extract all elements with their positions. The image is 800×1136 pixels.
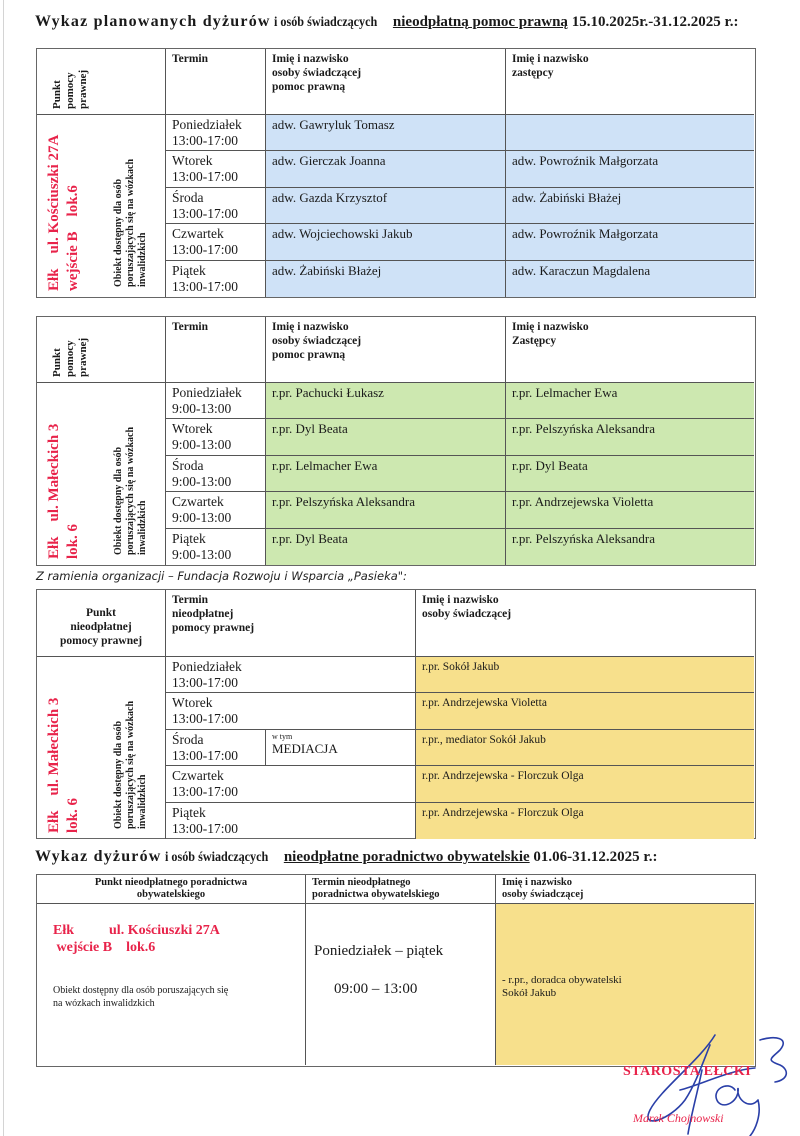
header-punkt-rotated [51,338,90,377]
location-line: Ełk ul. Kościuszki 27A [53,923,220,938]
accessibility-note [53,984,289,1010]
hours-label: 9:00-13:00 [172,437,232,453]
header-termin [306,875,496,904]
term-cell [166,529,266,565]
person-cell: adw. Gazda Krzysztof [266,188,506,224]
header-punkt-line: Punkt [85,607,117,619]
title1-suffix: 15.10.2025r.-31.12.2025 r.: [571,14,739,30]
page-edge [3,0,4,1136]
header-punkt [37,875,306,904]
table-kosciuszki-legal-aid [36,48,756,298]
days-label: Poniedziałek – piątek [314,943,444,959]
organization-caption: Z ramienia organizacji – Fundacja Rozwoju i Wsparcia „Pasieka": [36,569,407,583]
header-termin: Termin [166,49,266,115]
header-deputy-line: Imię i nazwisko [512,321,589,333]
title1-small: i osób świadczących [274,14,378,29]
term-cell [166,693,416,729]
accessibility-note-line: Obiekt dostępny dla osób [113,720,124,829]
day-label: Środa [172,189,204,205]
header-punkt-line: nieodpłatnej [70,621,132,633]
person-cell: r.pr. Dyl Beata [266,419,506,455]
day-label: Piątek [172,804,206,820]
hours-label: 13:00-17:00 [172,784,238,800]
header-person-line: osoby świadczącej [502,889,584,900]
accessibility-note-line: inwalidzkich [137,232,148,287]
header-punkt-line: pomocy prawnej [59,635,143,647]
person-cell: r.pr. Pelszyńska Aleksandra [266,492,506,528]
day-label: Wtorek [172,153,213,169]
location-address [45,135,83,291]
hours-label: 13:00-17:00 [172,747,238,763]
title2-suffix: 01.06-31.12.2025 r.: [533,849,658,865]
header-punkt-line: prawnej [77,337,89,377]
header-person-line: pomoc prawną [272,81,346,93]
hours-label: 13:00-17:00 [172,205,238,221]
term-cell [166,657,416,693]
mediation-small-label: w tym [272,731,293,741]
hours-label: 9:00-13:00 [172,546,232,562]
signature-name: Marek Chojnowski [633,1111,724,1125]
hours-label: 13:00-17:00 [172,242,238,258]
deputy-cell: adw. Powroźnik Małgorzata [506,224,754,260]
header-punkt [37,49,166,115]
accessibility-note [113,427,149,555]
location-address [53,922,289,956]
location-line: lok. 6 [65,797,81,833]
deputy-cell: r.pr. Pelszyńska Aleksandra [506,529,754,565]
header-deputy-line: zastępcy [512,67,554,79]
header-termin-line: Termin nieodpłatnego [312,877,411,888]
day-label: Poniedziałek [172,659,242,674]
title-civic-advice [35,848,657,866]
term-cell [166,730,266,766]
table-pasieka-legal-aid [36,589,756,839]
term-cell [166,224,266,260]
header-person-line: pomoc prawną [272,349,346,361]
header-deputy [506,317,754,383]
deputy-cell: adw. Karaczun Magdalena [506,261,754,297]
accessibility-note-line: Obiekt dostępny dla osób [113,446,124,555]
location-address [45,424,83,559]
deputy-cell: r.pr. Lelmacher Ewa [506,383,754,419]
hours-label: 13:00-17:00 [172,169,238,185]
header-deputy [506,49,754,115]
term-cell [166,151,266,187]
location-cell [37,904,306,1065]
person-cell: r.pr. Dyl Beata [266,529,506,565]
person-cell: adw. Gierczak Joanna [266,151,506,187]
title2-prefix: Wykaz dyżurów [35,848,162,865]
day-label: Piątek [172,530,206,546]
header-termin-line: pomocy prawnej [172,622,255,634]
header-punkt-line: prawnej [77,69,89,109]
term-cell [166,456,266,492]
mediation-cell [266,730,416,766]
deputy-cell [506,115,754,151]
day-label: Środa [172,457,204,473]
location-address [45,698,83,833]
header-punkt-line: Punkt [51,80,63,109]
term-cell [166,115,266,151]
accessibility-note-line: Obiekt dostępny dla osób [113,178,124,287]
header-person [266,49,506,115]
header-termin: Termin [166,317,266,383]
accessibility-note-line: inwalidzkich [137,500,148,555]
deputy-cell: r.pr. Dyl Beata [506,456,754,492]
hours-label: 09:00 – 13:00 [334,981,418,997]
accessibility-note-line: Obiekt dostępny dla osób poruszających się [53,985,229,996]
location-cell [37,383,166,565]
person-line: Sokół Jakub [502,987,557,999]
header-termin-line: poradnictwa obywatelskiego [312,889,440,900]
hours-label: 13:00-17:00 [172,133,238,148]
location-cell [37,115,166,297]
person-cell: adw. Wojciechowski Jakub [266,224,506,260]
hours-label: 13:00-17:00 [172,278,238,294]
header-punkt-line: Punkt [51,348,63,377]
location-line: Ełk ul. Kościuszki 27A [46,134,62,291]
header-termin-line: nieodpłatnej [172,608,234,620]
header-person [416,590,754,657]
header-person [496,875,754,904]
deputy-cell: adw. Żabiński Błażej [506,188,754,224]
header-punkt [37,590,166,657]
location-cell [37,657,166,839]
mediation-label: MEDIACJA [272,740,338,756]
term-cell [166,492,266,528]
person-cell: r.pr. Lelmacher Ewa [266,456,506,492]
day-label: Piątek [172,262,206,278]
term-cell [166,383,266,419]
deputy-cell: r.pr. Andrzejewska Violetta [506,492,754,528]
header-person-line: Imię i nazwisko [422,594,499,606]
location-line: wejście B lok.6 [65,185,81,291]
hours-label: 13:00-17:00 [172,820,238,836]
day-label: Poniedziałek [172,385,242,400]
header-deputy-line: Zastępcy [512,335,557,347]
header-person-line: Imię i nazwisko [272,321,349,333]
accessibility-note [113,701,149,829]
accessibility-note-line: na wózkach inwalidzkich [53,998,155,1009]
term-cell [166,188,266,224]
accessibility-note [113,159,149,287]
header-person [266,317,506,383]
header-person-line: osoby świadczącej [422,608,512,620]
location-line: lok. 6 [65,523,81,559]
hours-label: 9:00-13:00 [172,510,232,526]
header-punkt-line: pomocy [64,340,76,377]
accessibility-note-line: poruszających się na wózkach [125,158,136,287]
location-line: wejście B lok.6 [53,940,156,955]
header-punkt [37,317,166,383]
day-label: Czwartek [172,226,224,242]
term-cell [306,904,496,1065]
title-legal-aid [35,13,739,31]
accessibility-note-line: inwalidzkich [137,774,148,829]
day-label: Czwartek [172,494,224,510]
title2-underlined: nieodpłatne poradnictwo obywatelskie [283,849,530,865]
hours-label: 9:00-13:00 [172,473,232,489]
term-cell [166,766,416,802]
table-maleckich-legal-aid [36,316,756,566]
header-punkt-rotated [51,70,90,109]
deputy-cell: adw. Powroźnik Małgorzata [506,151,754,187]
header-person-line: Imię i nazwisko [272,53,349,65]
accessibility-note-line: poruszających się na wózkach [125,426,136,555]
location-line: Ełk ul. Małeckich 3 [46,697,62,833]
person-cell: r.pr., mediator Sokół Jakub [416,730,754,766]
hours-label: 13:00-17:00 [172,711,238,727]
signature-stamp: STAROSTA EŁCKI [623,1064,752,1079]
header-person-line: Imię i nazwisko [502,877,573,888]
term-cell [166,419,266,455]
day-label: Poniedziałek [172,117,242,132]
day-label: Czwartek [172,768,224,784]
header-punkt-line: Punkt nieodpłatnego poradnictwa [94,877,248,888]
person-cell: adw. Gawryluk Tomasz [266,115,506,151]
person-line: - r.pr., doradca obywatelski [502,974,622,986]
hours-label: 9:00-13:00 [172,401,232,416]
title1-prefix: Wykaz planowanych dyżurów [35,13,271,30]
hours-label: 13:00-17:00 [172,675,238,690]
day-label: Wtorek [172,695,213,711]
header-termin [166,590,416,657]
header-person-line: osoby świadczącej [272,67,362,79]
term-cell [166,803,416,839]
day-label: Środa [172,731,204,747]
person-cell: r.pr. Andrzejewska - Florczuk Olga [416,766,754,802]
person-cell: r.pr. Pachucki Łukasz [266,383,506,419]
title1-underlined: nieodpłatną pomoc prawną [392,14,568,30]
person-cell: r.pr. Andrzejewska Violetta [416,693,754,729]
deputy-cell: r.pr. Pelszyńska Aleksandra [506,419,754,455]
header-termin-line: Termin [172,594,208,606]
term-cell [166,261,266,297]
accessibility-note-line: poruszających się na wózkach [125,700,136,829]
person-cell: adw. Żabiński Błażej [266,261,506,297]
header-punkt-line: obywatelskiego [136,889,206,900]
day-label: Wtorek [172,421,213,437]
header-person-line: osoby świadczącej [272,335,362,347]
person-cell: r.pr. Andrzejewska - Florczuk Olga [416,803,754,839]
person-cell: r.pr. Sokół Jakub [416,657,754,693]
header-deputy-line: Imię i nazwisko [512,53,589,65]
location-line: Ełk ul. Małeckich 3 [46,423,62,559]
title2-small: i osób świadczących [165,849,269,864]
header-punkt-line: pomocy [64,72,76,109]
